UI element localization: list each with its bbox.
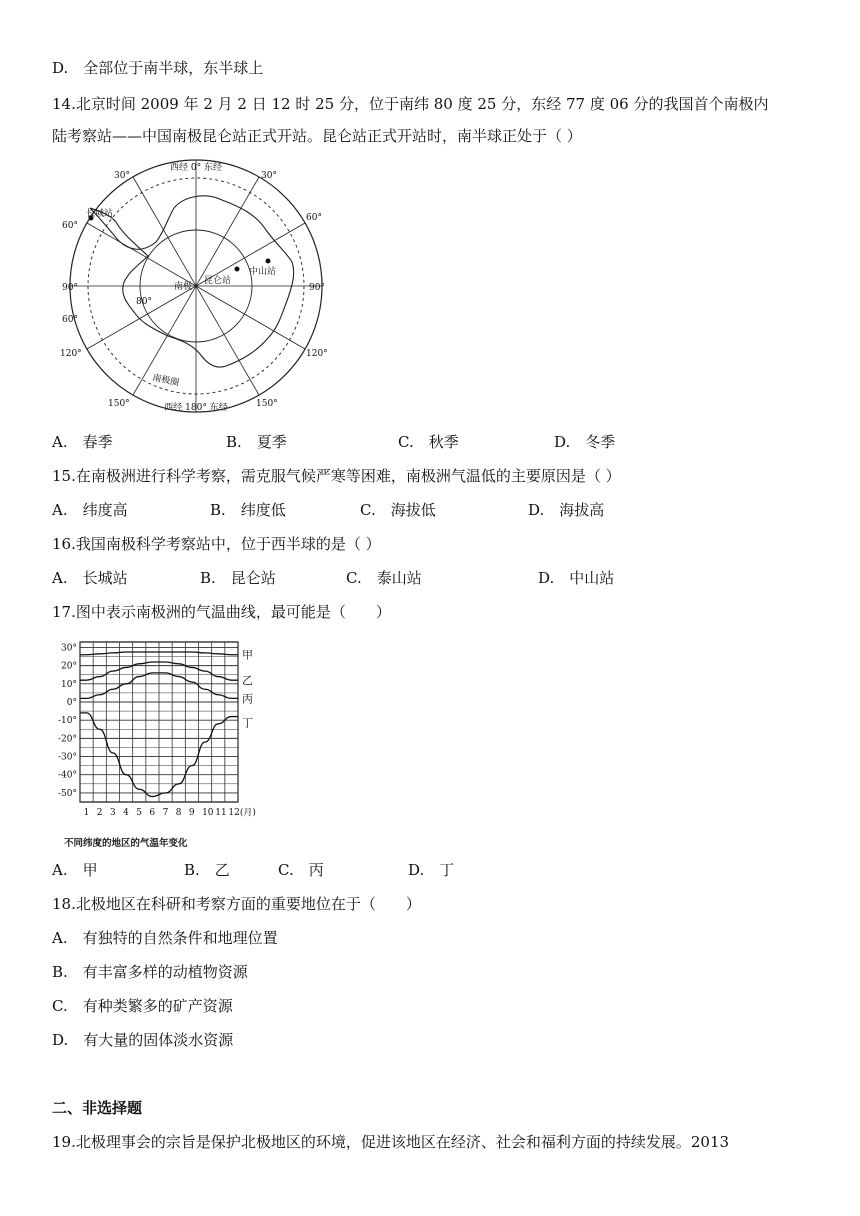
y-tick-label: 0° xyxy=(66,698,77,708)
x-tick-label: 6 xyxy=(149,808,156,818)
map-top-label: 西经 0° 东经 xyxy=(170,163,222,173)
x-tick-label: 12(月) xyxy=(228,808,256,818)
x-tick-label: 2 xyxy=(96,808,103,818)
q15-option-d[interactable]: D. 海拔高 xyxy=(528,501,605,519)
q16-option-a[interactable]: A. 长城站 xyxy=(52,569,128,587)
deg-30-right: 30° xyxy=(261,171,277,181)
x-tick-label: 9 xyxy=(188,808,195,818)
series-label: 丙 xyxy=(242,692,253,706)
q19-stem: 19.北极理事会的宗旨是保护北极地区的环境，促进该地区在经济、社会和福利方面的持续发展。2013 xyxy=(52,1133,730,1151)
y-tick-label: -20° xyxy=(58,734,77,745)
x-tick-label: 5 xyxy=(136,808,142,818)
q18-option-c[interactable]: C. 有种类繁多的矿产资源 xyxy=(52,997,233,1015)
deg-120-right: 120° xyxy=(306,349,328,359)
deg-90-left: 90° xyxy=(62,283,78,293)
y-tick-label: 30° xyxy=(61,643,77,654)
q16-option-b[interactable]: B. 昆仑站 xyxy=(200,569,276,587)
x-tick-label: 4 xyxy=(123,808,129,818)
y-tick-label: -40° xyxy=(58,770,77,781)
deg-60-left: 60° xyxy=(62,221,78,231)
q15-option-b[interactable]: B. 纬度低 xyxy=(210,501,286,519)
deg-90-right: 90° xyxy=(309,283,325,293)
y-tick-label: -30° xyxy=(58,752,77,763)
meridian-lines xyxy=(70,160,322,412)
series-label: 丁 xyxy=(242,716,253,730)
q15-option-c[interactable]: C. 海拔低 xyxy=(360,501,436,519)
series-label: 乙 xyxy=(242,674,253,688)
x-tick-labels xyxy=(84,807,256,818)
y-tick-label: 20° xyxy=(61,661,77,672)
q17-option-c[interactable]: C. 丙 xyxy=(278,861,324,879)
zhongshan-label: 中山站 xyxy=(249,267,277,277)
chart-title: 不同纬度的地区的气温年变化 xyxy=(64,838,188,849)
q14-stem-line1: 14.北京时间 2009 年 2 月 2 日 12 时 25 分，位于南纬 80 度 25 分，东经 77 度 06 分的我国首个南极内 xyxy=(52,95,769,113)
changcheng-label: 长城站 xyxy=(86,209,114,219)
q16-stem: 16.我国南极科学考察站中，位于西半球的是（ ） xyxy=(52,535,381,553)
deg-80: 80° xyxy=(136,297,152,307)
x-tick-label: 1 xyxy=(83,808,90,818)
q18-stem: 18.北极地区在科研和考察方面的重要地位在于（ ） xyxy=(52,895,421,913)
deg-60-left-lower: 60° xyxy=(62,315,78,325)
x-tick-label: 8 xyxy=(175,808,182,818)
series-label: 甲 xyxy=(242,648,253,662)
q15-option-a[interactable]: A. 纬度高 xyxy=(52,501,128,519)
q18-option-d[interactable]: D. 有大量的固体淡水资源 xyxy=(52,1031,234,1049)
q17-option-a[interactable]: A. 甲 xyxy=(52,861,98,879)
temperature-chart xyxy=(50,636,276,850)
q17-option-b[interactable]: B. 乙 xyxy=(184,861,230,879)
deg-30-left: 30° xyxy=(114,171,130,181)
x-tick-label: 3 xyxy=(109,808,116,818)
deg-120-left: 120° xyxy=(60,349,82,359)
q18-option-b[interactable]: B. 有丰富多样的动植物资源 xyxy=(52,963,248,981)
deg-150-left: 150° xyxy=(108,399,130,409)
q16-option-d[interactable]: D. 中山站 xyxy=(538,569,615,587)
y-tick-label: -10° xyxy=(58,716,77,727)
kunlun-label: 昆仑站 xyxy=(204,276,232,286)
antarctica-map xyxy=(56,156,336,418)
q16-option-c[interactable]: C. 泰山站 xyxy=(346,569,422,587)
q17-stem: 17.图中表示南极洲的气温曲线，最可能是（ ） xyxy=(52,603,391,621)
q14-option-d[interactable]: D. 冬季 xyxy=(554,433,616,451)
q14-stem-line2: 陆考察站——中国南极昆仑站正式开站。昆仑站正式开站时，南半球正处于（ ） xyxy=(52,127,582,145)
kunlun-dot xyxy=(235,267,240,272)
y-tick-label: -50° xyxy=(58,788,77,799)
q15-stem: 15.在南极洲进行科学考察，需克服气候严寒等困难，南极洲气温低的主要原因是（ ） xyxy=(52,467,621,485)
x-tick-label: 7 xyxy=(162,808,169,818)
deg-150-right: 150° xyxy=(256,399,278,409)
antarctic-circle-label: 南极圈 xyxy=(151,373,180,389)
x-tick-label: 11 xyxy=(215,808,227,818)
q13-option-d: D. 全部位于南半球，东半球上 xyxy=(52,59,264,77)
y-tick-label: 10° xyxy=(61,679,77,690)
q14-option-c[interactable]: C. 秋季 xyxy=(398,433,459,451)
pole-label: 南极 xyxy=(174,282,193,292)
q18-option-a[interactable]: A. 有独特的自然条件和地理位置 xyxy=(52,929,278,947)
q17-option-d[interactable]: D. 丁 xyxy=(408,861,455,879)
map-bottom-label: 西经 180° 东经 xyxy=(164,403,228,413)
q14-option-a[interactable]: A. 春季 xyxy=(52,433,113,451)
chart-grid xyxy=(80,642,238,802)
deg-60-right: 60° xyxy=(306,213,322,223)
zhongshan-dot xyxy=(266,259,271,264)
section-heading: 二、非选择题 xyxy=(52,1099,143,1117)
series-labels xyxy=(242,649,253,730)
q14-option-b[interactable]: B. 夏季 xyxy=(226,433,287,451)
x-tick-label: 10 xyxy=(202,808,214,818)
y-tick-labels xyxy=(58,643,77,798)
